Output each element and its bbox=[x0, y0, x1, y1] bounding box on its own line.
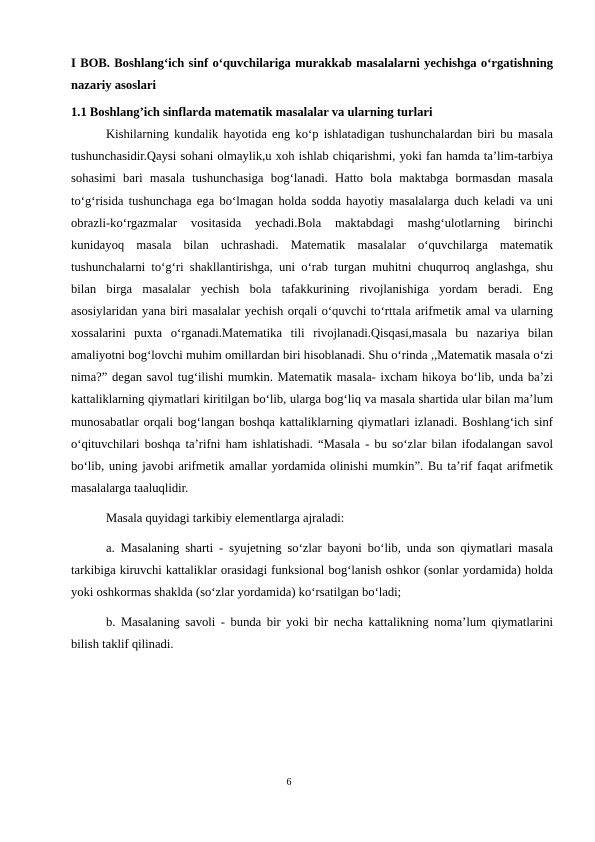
section-title: 1.1 Boshlang’ich sinflarda matematik masalalar va ularning turlari bbox=[71, 105, 433, 120]
paragraph-main: Kishilarning kundalik hayotida eng ko‘p ishlatadigan tushunchalardan biri bu masala tushunchasidir.Qaysi sohani olmaylik,u xoh ishlab chiqarishmi, yoki fan hamda ta’lim-tarbiya sohasimi bari masala tushunchasiga bog‘lanadi. Hatto bola maktabga bormasdan masala to‘g‘risida tushunchaga ega bo‘lmagan holda sodda hayotiy masalalarga duch keladi va uni obrazli-ko‘rgazmalar vositasida yechadi.Bola maktabdagi mashg‘ulotlarning birinchi kunidayoq masala bilan uchrashadi. Matematik masalalar o‘quvchilarga matematik tushunchalarni to‘g‘ri shakllantirishga, uni o‘rab turgan muhitni chuqurroq anglashga, shu bilan birga masalalar yechish bola tafakkurining rivojlanishiga yordam beradi. Eng asosiylaridan yana biri masalalar yechish orqali o‘quvchi to‘rttala arifmetik amal va ularning xossalarini puxta o‘rganadi.Matematika tili rivojlanadi.Qisqasi,masala bu nazariya bilan amaliyotni bog‘lovchi muhim omillardan biri hisoblanadi. Shu o‘rinda ,,Matematik masala o‘zi nima?” degan savol tug‘ilishi mumkin. Matematik masala- ixcham hikoya bo‘lib, unda ba’zi kattaliklarning qiymatlari kiritilgan bo‘lib, ularga bog‘liq va masala shartida ular bilan ma’lum munosabatlar orqali bog‘langan boshqa kattaliklarning qiymatlari izlanadi. Boshlang‘ich sinf o‘qituvchilari boshqa ta’rifni ham ishlatishadi. “Masala - bu so‘zlar bilan ifodalangan savol bo‘lib, uning javobi arifmetik amallar yordamida olinishi mumkin”. Bu ta’rif faqat arifmetik masalalarga taaluqlidir. bbox=[71, 127, 553, 495]
paragraph-elements-intro: Masala quyidagi tarkibiy elementlarga ajraladi: bbox=[106, 510, 345, 525]
paragraph-item-a: a. Masalaning sharti - syujetning so‘zlar bayoni bo‘lib, unda son qiymatlari masala tarkibiga kiruvchi kattaliklar orasidagi funksional bog‘lanish oshkor (sonlar yordamida) holda yoki oshkormas shaklda (so‘zlar yordamida) ko‘rsatilgan bo‘ladi; bbox=[71, 540, 553, 600]
page-number: 6 bbox=[286, 777, 292, 788]
paragraph-item-b: b. Masalaning savoli - bunda bir yoki bir necha kattalikning noma’lum qiymatlarini bilish taklif qilinadi. bbox=[71, 615, 553, 652]
page-content bbox=[71, 52, 553, 655]
chapter-title: I BOB. Boshlang‘ich sinf o‘quvchilariga murakkab masalalarni yechishga o‘rgatishning nazariy asoslari bbox=[71, 56, 553, 93]
